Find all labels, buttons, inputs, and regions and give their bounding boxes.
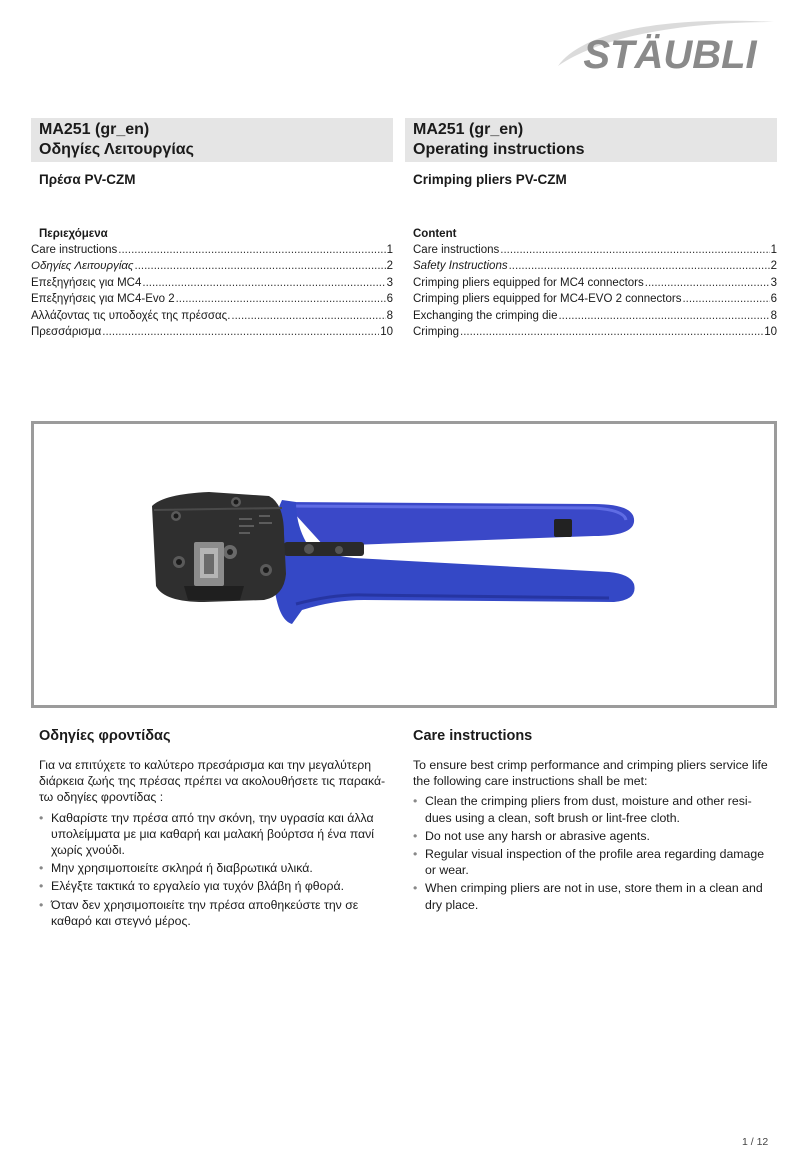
care-title-right: Care instructions [413, 728, 533, 744]
toc-item-label: Crimping [413, 326, 460, 339]
toc-item[interactable] [31, 275, 393, 291]
list-item: • Καθαρίστε την πρέσα από την σκόνη, την υγρασία και άλλα υπολείμματα με μια καθαρή και μαλακή βούρτσα ή ένα πανί χωρίς χνούδι. [39, 810, 389, 859]
toc-item-label: Επεξηγήσεις για MC4 [31, 276, 142, 289]
care-title-left: Οδηγίες φροντίδας [39, 728, 171, 744]
toc-item-page: 3 [770, 276, 777, 289]
list-item: • Regular visual inspection of the profile area regarding damage or wear. [413, 846, 773, 878]
toc-item[interactable] [413, 308, 777, 324]
toc-item-page: 10 [764, 326, 777, 339]
toc-item-label: Care instructions [413, 244, 500, 256]
header-band-left [31, 118, 393, 162]
product-photo-frame [31, 421, 777, 708]
list-item: • Όταν δεν χρησιμοποιείτε την πρέσα αποθηκεύστε την σε καθαρό και στεγνό μέρος. [39, 897, 389, 929]
toc-item-label: Αλλάζοντας τις υποδοχές της πρέσσας. [31, 309, 231, 322]
toc-item-page: 6 [770, 293, 777, 306]
toc-item-label: Safety Instructions [413, 260, 508, 273]
toc-item-label: Crimping pliers equipped for MC4 connectors [413, 276, 644, 289]
staubli-logo [552, 14, 782, 78]
toc-item[interactable] [413, 242, 777, 258]
toc-item-page: 2 [386, 260, 393, 273]
toc-item-page: 8 [770, 309, 777, 322]
care-list-right [413, 793, 773, 912]
care-intro-left: Για να επιτύχετε το καλύτερο πρεσάρισμα και την μεγαλύτερη διάρκεια ζωής της πρέσας πρέπει να ακολουθήσετε τις παρακά-τω οδηγίες φροντίδας : [39, 758, 386, 805]
list-item: • Clean the crimping pliers from dust, moisture and other resi-dues using a clean, soft brush or lint-free cloth. [413, 793, 773, 825]
toc-item-page: 6 [386, 293, 393, 306]
toc-right [413, 242, 777, 340]
doc-code-left: MA251 (gr_en) [39, 121, 150, 138]
toc-item-page: 2 [770, 260, 777, 273]
care-list-left [39, 810, 389, 929]
toc-item-label: Care instructions [31, 244, 118, 256]
toc-item[interactable] [413, 275, 777, 291]
toc-item[interactable] [31, 258, 393, 274]
toc-item-label: Exchanging the crimping die [413, 309, 558, 322]
toc-item-page: 3 [386, 276, 393, 289]
list-item: • Do not use any harsh or abrasive agents. [413, 828, 773, 844]
toc-heading-left: Περιεχόμενα [39, 228, 108, 240]
product-subtitle-left: Πρέσα PV-CZM [39, 172, 136, 187]
toc-heading-right: Content [413, 228, 457, 240]
list-item: • When crimping pliers are not in use, store them in a clean and dry place. [413, 880, 773, 912]
toc-item-page: 1 [386, 244, 393, 256]
care-body-right [413, 757, 773, 915]
toc-item-page: 1 [770, 244, 777, 256]
list-item: • Μην χρησιμοποιείτε σκληρά ή διαβρωτικά υλικά. [39, 860, 389, 876]
toc-item-label: Πρεσσάρισμα [31, 326, 102, 339]
toc-item-label: Οδηγίες Λειτουργίας [31, 260, 134, 273]
toc-item-label: Crimping pliers equipped for MC4-EVO 2 connectors [413, 293, 682, 306]
care-body-left [39, 757, 389, 931]
page-number: 1 / 12 [742, 1136, 769, 1148]
toc-left [31, 242, 393, 340]
toc-item[interactable] [31, 291, 393, 307]
toc-item-page: 8 [386, 309, 393, 322]
toc-item-page: 10 [380, 326, 393, 339]
toc-item[interactable] [413, 258, 777, 274]
toc-item[interactable] [413, 291, 777, 307]
toc-item[interactable] [31, 242, 393, 258]
logo-text: STÄUBLI [583, 33, 757, 77]
product-subtitle-right: Crimping pliers PV-CZM [413, 172, 567, 187]
toc-item[interactable] [413, 324, 777, 340]
doc-code-right: MA251 (gr_en) [413, 121, 524, 138]
doc-title-right: Operating instructions [413, 141, 585, 158]
care-intro-right: To ensure best crimp performance and crimping pliers service life the following care instructions shall be met: [413, 758, 768, 789]
toc-item-label: Επεξηγήσεις για MC4-Evo 2 [31, 293, 175, 306]
list-item: • Ελέγξτε τακτικά το εργαλείο για τυχόν βλάβη ή φθορά. [39, 878, 389, 894]
toc-item[interactable] [31, 308, 393, 324]
toc-item[interactable] [31, 324, 393, 340]
header-band-right [405, 118, 777, 162]
crimping-pliers-image [34, 424, 774, 705]
doc-title-left: Οδηγίες Λειτουργίας [39, 141, 194, 158]
